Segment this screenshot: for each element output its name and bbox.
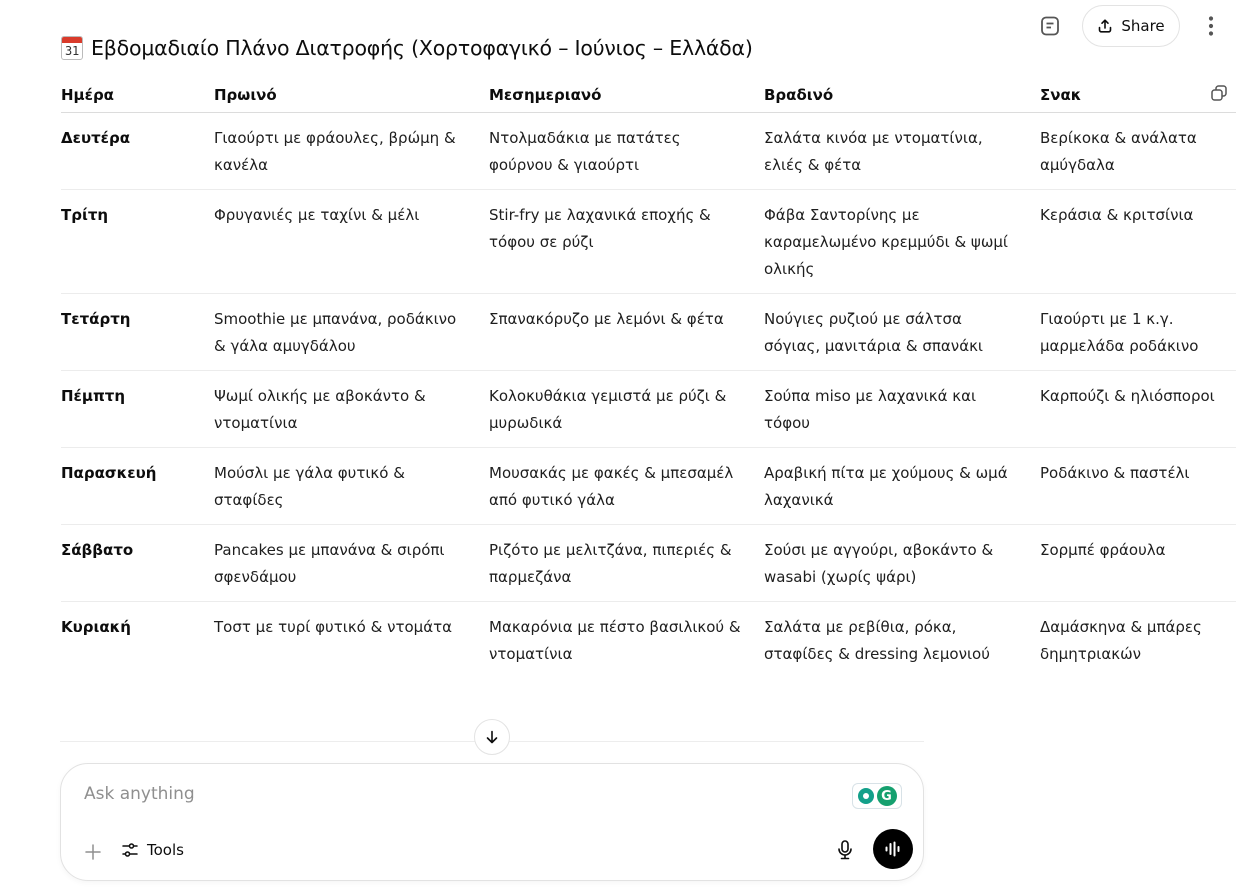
column-header-breakfast: Πρωινό [214,78,489,113]
breakfast-cell: Φρυγανιές με ταχίνι & μέλι [214,190,489,294]
table-row [61,294,1236,371]
dictate-button[interactable] [833,836,857,864]
breakfast-cell: Γιαούρτι με φράουλες, βρώμη & κανέλα [214,113,489,190]
table-header-row [61,78,1236,113]
voice-mode-icon [884,841,902,857]
plus-icon [84,843,102,861]
day-cell: Τετάρτη [61,294,214,371]
lunch-cell: Ριζότο με μελιτζάνα, πιπεριές & παρμεζάνα [489,525,764,602]
dinner-cell: Σούπα miso με λαχανικά και τόφου [764,371,1040,448]
dinner-cell: Νούγιες ρυζιού με σάλτσα σόγιας, μανιτάρια & σπανάκι [764,294,1040,371]
dinner-cell: Σαλάτα με ρεβίθια, ρόκα, σταφίδες & dressing λεμονιού [764,618,990,663]
voice-mode-button[interactable] [873,829,913,869]
table-row [61,113,1236,190]
table-row [61,602,1236,679]
lunch-cell: Μακαρόνια με πέστο βασιλικού & ντοματίνια [489,618,741,663]
lightbulb-icon [858,788,874,804]
notes-button[interactable] [1032,8,1068,44]
copy-icon [1210,84,1228,102]
calendar-day: 31 [64,44,80,58]
prompt-input[interactable] [84,784,784,804]
dinner-cell: Αραβική πίτα με χούμους & ωμά λαχανικά [764,448,1040,525]
grammarly-logo: G [877,786,897,806]
breakfast-cell: Pancakes με μπανάνα & σιρόπι σφενδάμου [214,525,489,602]
column-header-snack: Σνακ [1040,78,1236,113]
snack-cell: Σορμπέ φράουλα [1040,525,1236,602]
scroll-to-bottom-button[interactable] [474,719,510,755]
sliders-icon [121,841,139,859]
column-header-lunch: Μεσημεριανό [489,78,764,113]
copy-table-button[interactable] [1210,84,1228,106]
more-vertical-icon [1208,15,1214,37]
column-header-day: Ημέρα [61,78,214,113]
snack-cell: Βερίκοκα & ανάλατα αμύγδαλα [1040,113,1236,190]
snack-cell: Ροδάκινο & παστέλι [1040,448,1236,525]
lunch-cell: Κολοκυθάκια γεμιστά με ρύζι & μυρωδικά [489,371,764,448]
snack-cell: Γιαούρτι με 1 κ.γ. μαρμελάδα ροδάκινο [1040,294,1236,371]
breakfast-cell: Μούσλι με γάλα φυτικό & σταφίδες [214,448,489,525]
more-options-button[interactable] [1193,8,1229,44]
share-upload-icon [1097,18,1113,34]
lunch-cell: Stir-fry με λαχανικά εποχής & τόφου σε ρύζι [489,190,764,294]
page-title [61,36,753,60]
table-row [61,371,1236,448]
share-button[interactable] [1082,5,1180,47]
calendar-icon [61,36,83,60]
arrow-down-icon [484,729,500,745]
snack-cell: Κεράσια & κριτσίνια [1040,190,1236,294]
snack-cell: Δαμάσκηνα & μπάρες δημητριακών [1040,618,1202,663]
dinner-cell: Σούσι με αγγούρι, αβοκάντο & wasabi (χωρίς ψάρι) [764,525,1040,602]
breakfast-cell: Ψωμί ολικής με αβοκάντο & ντοματίνια [214,371,489,448]
grammarly-widget[interactable] [852,783,902,809]
add-attachment-button[interactable] [81,840,105,864]
dinner-cell: Σαλάτα κινόα με ντοματίνια, ελιές & φέτα [764,113,1040,190]
day-cell: Δευτέρα [61,113,214,190]
breakfast-cell: Τοστ με τυρί φυτικό & ντομάτα [214,618,453,636]
message-composer [60,763,924,881]
table-row [61,448,1236,525]
title-text: Εβδομαδιαίο Πλάνο Διατροφής (Χορτοφαγικό – Ιούνιος – Ελλάδα) [91,36,753,60]
microphone-icon [836,839,854,861]
dinner-cell: Φάβα Σαντορίνης με καραμελωμένο κρεμμύδι & ψωμί ολικής [764,190,1040,294]
table-row [61,525,1236,602]
meal-plan-table-container [61,78,1236,678]
tools-button[interactable] [121,836,184,864]
tools-label: Tools [147,841,184,859]
day-cell: Κυριακή [61,618,131,636]
notes-icon [1039,15,1061,37]
column-header-dinner: Βραδινό [764,78,1040,113]
breakfast-cell: Smoothie με μπανάνα, ροδάκινο & γάλα αμυγδάλου [214,294,489,371]
share-label: Share [1121,17,1165,35]
day-cell: Τρίτη [61,190,214,294]
lunch-cell: Σπανακόρυζο με λεμόνι & φέτα [489,294,764,371]
lunch-cell: Μουσακάς με φακές & μπεσαμέλ από φυτικό γάλα [489,448,764,525]
day-cell: Σάββατο [61,525,214,602]
meal-plan-table [61,78,1236,678]
day-cell: Παρασκευή [61,448,214,525]
day-cell: Πέμπτη [61,371,214,448]
lunch-cell: Ντολμαδάκια με πατάτες φούρνου & γιαούρτι [489,113,764,190]
table-row [61,190,1236,294]
snack-cell: Καρπούζι & ηλιόσποροι [1040,371,1236,448]
